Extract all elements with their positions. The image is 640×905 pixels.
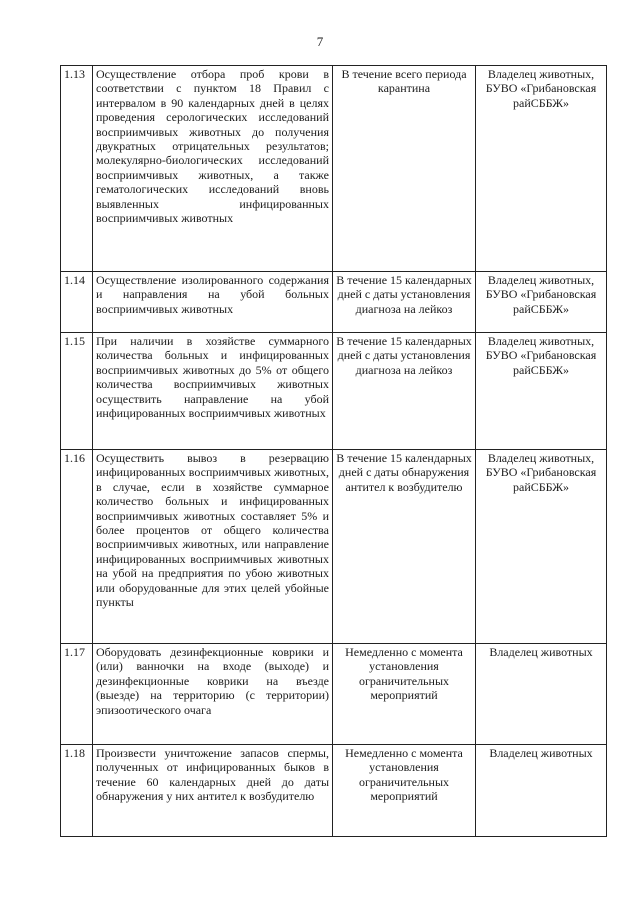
table-row: [61, 644, 607, 745]
row-number: 1.14: [61, 272, 93, 333]
table-row: [61, 450, 607, 644]
row-term: В течение 15 календарных дней с даты обнаружения антител к возбудителю: [333, 450, 476, 644]
table-row: [61, 66, 607, 272]
table-row: [61, 745, 607, 837]
page-number: 7: [316, 34, 324, 49]
row-action: Оборудовать дезинфекционные коврики и (или) ванночки на входе (выходе) и дезинфекционные коврики на въезде (выезде) на территорию (с территории) эпизоотического очага: [93, 644, 333, 745]
row-action: Осуществление отбора проб крови в соответствии с пунктом 18 Правил с интервалом в 90 календарных дней в целях проведения серологических исследований восприимчивых животных до получения двукратных отрицательных результатов; молекулярно-биологических исследований восприимчивых животных, а также гематологических исследований вновь выявленных инфицированных восприимчивых животных: [93, 66, 333, 272]
row-term: В течение 15 календарных дней с даты установления диагноза на лейкоз: [333, 333, 476, 450]
measures-table: [60, 65, 607, 837]
row-number: 1.17: [61, 644, 93, 745]
row-number: 1.13: [61, 66, 93, 272]
row-number: 1.15: [61, 333, 93, 450]
row-responsible: Владелец животных: [476, 745, 607, 837]
row-responsible: Владелец животных: [476, 644, 607, 745]
row-action: Осуществление изолированного содержания и направления на убой больных восприимчивых животных: [93, 272, 333, 333]
row-responsible: Владелец животных, БУВО «Грибановская райСББЖ»: [476, 66, 607, 272]
row-number: 1.18: [61, 745, 93, 837]
row-action: Произвести уничтожение запасов спермы, полученных от инфицированных быков в течение 60 календарных дней до даты обнаружения у них антител к возбудителю: [93, 745, 333, 837]
row-term: В течение 15 календарных дней с даты установления диагноза на лейкоз: [333, 272, 476, 333]
table-row: [61, 272, 607, 333]
row-number: 1.16: [61, 450, 93, 644]
row-responsible: Владелец животных, БУВО «Грибановская райСББЖ»: [476, 333, 607, 450]
row-term: Немедленно с момента установления ограничительных мероприятий: [333, 644, 476, 745]
row-term: В течение всего периода карантина: [333, 66, 476, 272]
row-action: При наличии в хозяйстве суммарного количества больных и инфицированных восприимчивых животных до 5% от общего количества восприимчивых животных осуществить направление на убой инфицированных восприимчивых животных: [93, 333, 333, 450]
row-action: Осуществить вывоз в резервацию инфицированных восприимчивых животных, в случае, если в хозяйстве суммарное количество больных и инфицированных восприимчивых животных составляет 5% и более процентов от общего количества восприимчивых животных, или направление инфицированных восприимчивых животных на убой на предприятия по убою животных или оборудованные для этих целей убойные пункты: [93, 450, 333, 644]
table-row: [61, 333, 607, 450]
row-responsible: Владелец животных, БУВО «Грибановская райСББЖ»: [476, 450, 607, 644]
row-term: Немедленно с момента установления ограничительных мероприятий: [333, 745, 476, 837]
row-responsible: Владелец животных, БУВО «Грибановская райСББЖ»: [476, 272, 607, 333]
